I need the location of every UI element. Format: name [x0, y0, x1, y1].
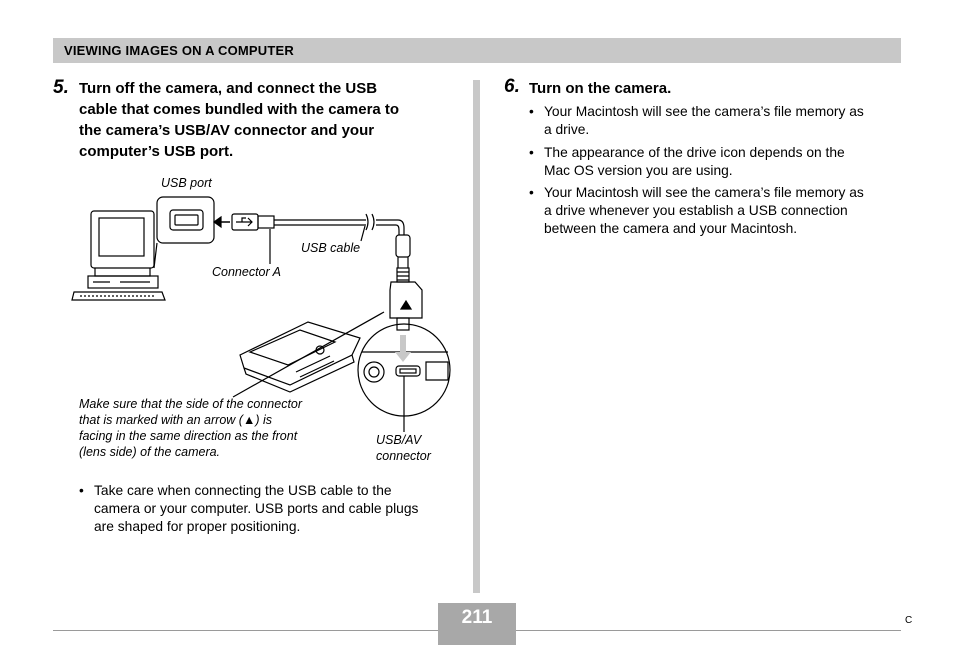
bullet-line: camera or your computer. USB ports and cable plugs	[94, 501, 419, 516]
bullet-marker: •	[79, 483, 84, 498]
bullet-marker: •	[529, 145, 534, 160]
note-line: that is marked with an arrow (▲) is	[79, 413, 272, 427]
step-5-bullet-item	[79, 482, 418, 536]
page-number: 211	[438, 603, 516, 645]
bullet-line: Take care when connecting the USB cable to the	[94, 483, 392, 498]
usbav-connector-label	[376, 432, 431, 464]
column-divider	[473, 80, 480, 593]
connector-orientation-note	[79, 396, 302, 460]
connector-a-label: Connector A	[212, 265, 282, 279]
usb-port-icon	[154, 197, 214, 268]
keyboard-icon	[72, 292, 165, 300]
usbav-label-line: connector	[376, 449, 431, 463]
step-5-title-line: computer’s USB port.	[79, 143, 234, 160]
usb-cable-icon	[274, 214, 422, 330]
bullet-line: a drive whenever you establish a USB connection	[544, 203, 848, 218]
bullet-marker: •	[529, 185, 534, 200]
step-5-title-line: Turn off the camera, and connect the USB	[79, 80, 378, 97]
bullet-line: Your Macintosh will see the camera’s file memory as	[544, 104, 864, 119]
usb-cable-label: USB cable	[301, 241, 361, 255]
usb-port-label: USB port	[161, 176, 212, 190]
step-5-title-line: the camera’s USB/AV connector and your	[79, 122, 375, 139]
section-title: VIEWING IMAGES ON A COMPUTER	[64, 43, 294, 58]
note-line: Make sure that the side of the connector	[79, 397, 303, 411]
bullet-line: Your Macintosh will see the camera’s file memory as	[544, 185, 864, 200]
bullet-marker: •	[529, 104, 534, 119]
connector-a-plug-icon	[232, 214, 274, 230]
computer-monitor-icon	[88, 211, 158, 288]
step-6-bullet-item	[529, 144, 845, 180]
step-5-title-line: cable that comes bundled with the camera to	[79, 101, 400, 118]
bullet-line: The appearance of the drive icon depends on the	[544, 145, 845, 160]
note-line: (lens side) of the camera.	[79, 445, 221, 459]
step-6-number: 6.	[504, 76, 520, 97]
bullet-line: between the camera and your Macintosh.	[544, 221, 798, 236]
step-6-title: Turn on the camera.	[529, 80, 672, 97]
language-code: C	[905, 615, 913, 626]
bullet-line: a drive.	[544, 122, 590, 137]
usbav-label-line: USB/AV	[376, 433, 422, 447]
step-5-number: 5.	[53, 77, 69, 98]
camera-icon	[240, 322, 360, 392]
bullet-line: Mac OS version you are using.	[544, 163, 733, 178]
note-line: facing in the same direction as the front	[79, 429, 298, 443]
step-6-bullet-item	[529, 184, 864, 238]
bullet-line: are shaped for proper positioning.	[94, 519, 301, 534]
step-6-bullet-item	[529, 103, 864, 139]
